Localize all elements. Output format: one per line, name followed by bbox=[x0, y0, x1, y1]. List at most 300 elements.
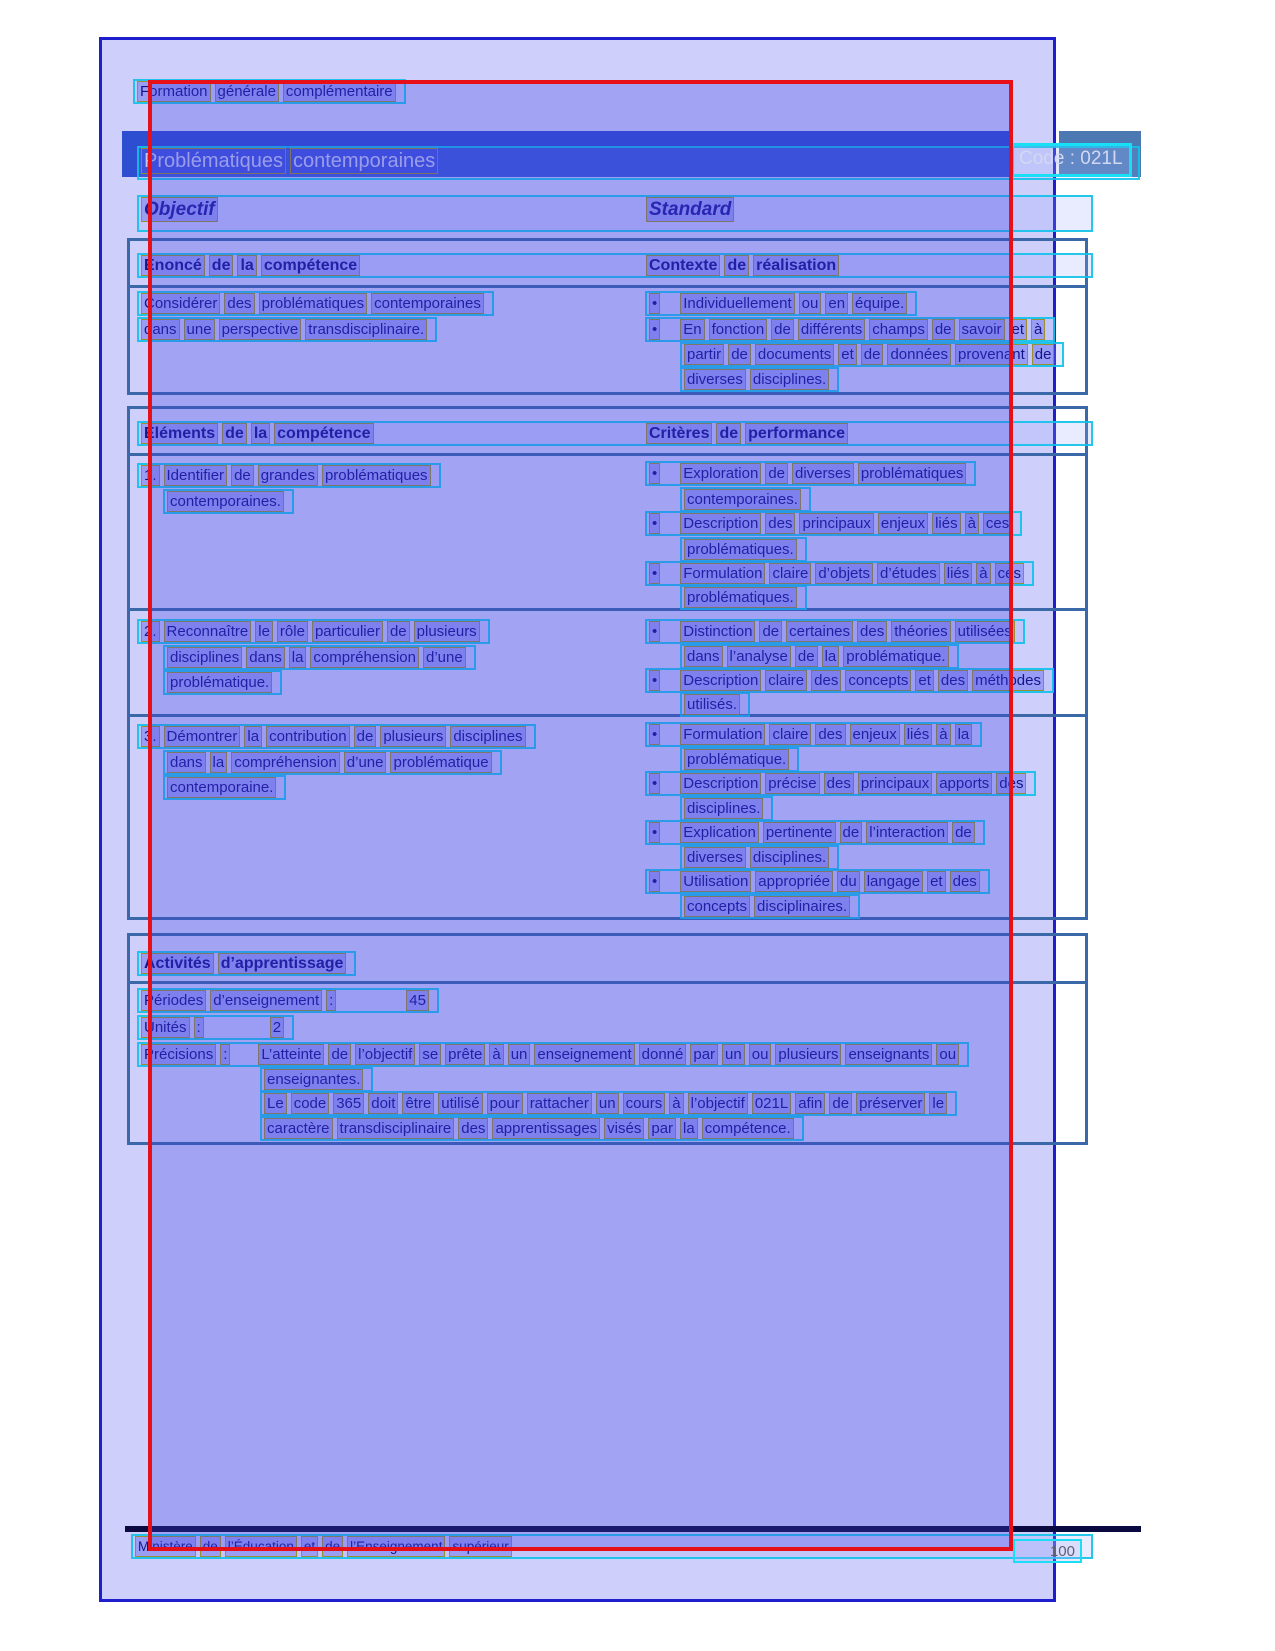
ocr-word: Activités bbox=[144, 955, 211, 972]
ocr-word: utilisés. bbox=[687, 696, 738, 713]
critere-line bbox=[645, 511, 1022, 536]
ocr-word: 3. bbox=[144, 728, 157, 745]
enonce-header bbox=[142, 257, 365, 274]
critere-text bbox=[650, 672, 1049, 689]
ocr-word: l’analyse bbox=[729, 648, 788, 665]
ocr-word: à bbox=[492, 1046, 501, 1063]
ocr-word: l’Éducation bbox=[227, 1539, 294, 1554]
critere-line bbox=[645, 668, 1054, 693]
ocr-word: de bbox=[331, 1046, 349, 1063]
ocr-word: problématiques. bbox=[687, 589, 794, 606]
ocr-word: Distinction bbox=[683, 623, 753, 640]
ocr-word: l’interaction bbox=[869, 824, 946, 841]
ocr-word: Périodes bbox=[144, 992, 204, 1009]
ocr-word: code bbox=[293, 1095, 327, 1112]
ocr-word: de bbox=[211, 257, 231, 274]
ocr-word: et bbox=[303, 1539, 316, 1554]
ocr-word: une bbox=[186, 321, 212, 338]
element-line bbox=[163, 489, 294, 514]
ocr-word: l’objectif bbox=[358, 1046, 413, 1063]
ocr-word: d’une bbox=[425, 649, 463, 666]
ocr-word: des bbox=[826, 775, 851, 792]
ocr-word: d’études bbox=[880, 565, 937, 582]
ocr-word: de bbox=[225, 425, 244, 442]
ocr-word: compréhension bbox=[234, 754, 337, 771]
ocr-word: préserver bbox=[859, 1095, 923, 1112]
ocr-word: Description bbox=[683, 515, 759, 532]
ocr-word: liés bbox=[935, 515, 958, 532]
footer-rule bbox=[125, 1526, 1141, 1532]
critere-line bbox=[680, 845, 839, 870]
critere-line bbox=[680, 585, 807, 610]
ocr-word: à bbox=[672, 1095, 681, 1112]
ocr-word: apprentissages bbox=[495, 1120, 598, 1137]
ocr-word: de bbox=[234, 467, 251, 484]
ocr-word: à bbox=[939, 726, 948, 743]
ocr-word: certaines bbox=[789, 623, 851, 640]
ocr-word: L’atteinte bbox=[261, 1046, 322, 1063]
activites-header-line bbox=[137, 951, 356, 976]
critere-text bbox=[650, 623, 1020, 640]
contexte-text bbox=[650, 295, 912, 312]
ocr-word: principaux bbox=[802, 515, 871, 532]
ocr-word: du bbox=[840, 873, 857, 890]
ocr-word: 2 bbox=[272, 1019, 282, 1036]
ocr-word: la bbox=[291, 649, 304, 666]
element-text bbox=[142, 728, 531, 745]
ocr-word: Considérer bbox=[144, 295, 218, 312]
ocr-word: Formation bbox=[140, 83, 208, 100]
ocr-word: Formulation bbox=[683, 565, 763, 582]
ocr-word: de bbox=[731, 346, 748, 363]
eyebrow-line bbox=[133, 79, 406, 104]
ocr-word: performance bbox=[748, 425, 846, 442]
ocr-word: 1. bbox=[144, 467, 157, 484]
ocr-word: de bbox=[863, 346, 881, 363]
critere-text bbox=[650, 873, 985, 890]
ocr-word: : bbox=[329, 992, 334, 1009]
ocr-word: et bbox=[841, 346, 854, 363]
critere-text bbox=[685, 589, 802, 606]
critere-line bbox=[645, 869, 990, 894]
ocr-word: contemporaines. bbox=[687, 491, 798, 508]
precisions-text bbox=[265, 1120, 799, 1137]
ocr-word: dans bbox=[687, 648, 720, 665]
ocr-word: diverses bbox=[687, 371, 743, 388]
element-text bbox=[168, 674, 277, 691]
precisions-line bbox=[260, 1067, 373, 1092]
critere-text bbox=[685, 541, 802, 558]
unites-label bbox=[142, 1019, 209, 1036]
ocr-word: rattacher bbox=[529, 1095, 589, 1112]
critere-line bbox=[645, 820, 985, 845]
ocr-word: Explication bbox=[683, 824, 756, 841]
ocr-word: diverses bbox=[795, 465, 851, 482]
ocr-word: liés bbox=[906, 726, 930, 743]
ocr-word: provenant bbox=[958, 346, 1025, 363]
ocr-word: problématique. bbox=[170, 674, 270, 691]
ocr-word: la bbox=[957, 726, 970, 743]
bullet-marker: • bbox=[652, 726, 658, 743]
ocr-word: utilisées bbox=[957, 623, 1012, 640]
ocr-word: savoir bbox=[961, 321, 1002, 338]
unites-line bbox=[137, 1015, 294, 1040]
ocr-word: supérieur bbox=[452, 1539, 509, 1554]
ocr-word: dans bbox=[144, 321, 177, 338]
critere-line bbox=[645, 619, 1025, 644]
ocr-word: claire bbox=[772, 726, 809, 743]
ocr-word: 45 bbox=[409, 992, 426, 1009]
ocr-word: de bbox=[727, 257, 747, 274]
ocr-word: de bbox=[1034, 346, 1052, 363]
ocr-word: Individuellement bbox=[683, 295, 792, 312]
ocr-word: des bbox=[768, 515, 793, 532]
ocr-word: disciplines bbox=[170, 649, 240, 666]
ocr-word: grandes bbox=[260, 467, 315, 484]
code-text: Code : 021L bbox=[1019, 148, 1123, 169]
element-text bbox=[168, 754, 497, 771]
ocr-word: la bbox=[212, 754, 225, 771]
ocr-word: d’objets bbox=[818, 565, 871, 582]
ocr-word: des bbox=[461, 1120, 486, 1137]
precisions-line bbox=[260, 1116, 804, 1141]
ocr-word: l’Enseignement bbox=[350, 1539, 443, 1554]
ocr-word: la bbox=[824, 648, 837, 665]
ocr-word: principaux bbox=[860, 775, 930, 792]
ocr-word: Démontrer bbox=[166, 728, 238, 745]
ocr-word: des bbox=[952, 873, 977, 890]
ocr-word: générale bbox=[217, 83, 276, 100]
periodes-label bbox=[142, 992, 341, 1009]
ocr-word: théories bbox=[894, 623, 948, 640]
bullet-marker: • bbox=[652, 321, 658, 338]
ocr-word: claire bbox=[772, 565, 809, 582]
critere-line bbox=[645, 461, 976, 486]
ocr-word: contemporaines bbox=[374, 295, 481, 312]
ocr-word: ces bbox=[985, 515, 1010, 532]
ocr-word: pertinente bbox=[765, 824, 833, 841]
ocr-word: et bbox=[918, 672, 931, 689]
ocr-word: champs bbox=[872, 321, 925, 338]
ocr-word: visés bbox=[607, 1120, 642, 1137]
ocr-word: compétence bbox=[263, 257, 358, 274]
critere-text bbox=[650, 515, 1017, 532]
ocr-word: partir bbox=[687, 346, 722, 363]
ocr-word: des bbox=[227, 295, 252, 312]
competence-text bbox=[142, 321, 432, 338]
element-line bbox=[137, 724, 536, 749]
ocr-word: dans bbox=[170, 754, 203, 771]
ocr-word: claire bbox=[768, 672, 805, 689]
ocr-word: de bbox=[719, 425, 739, 442]
ocr-word: Identifier bbox=[166, 467, 225, 484]
critere-line bbox=[680, 747, 799, 772]
title-line bbox=[137, 146, 1140, 180]
ocr-word: problématiques bbox=[860, 465, 964, 482]
ocr-word: Description bbox=[683, 775, 759, 792]
bullet-marker: • bbox=[652, 672, 658, 689]
ocr-word: de bbox=[762, 623, 780, 640]
bullet-marker: • bbox=[652, 565, 658, 582]
ocr-word: particulier bbox=[314, 623, 380, 640]
contexte-text bbox=[650, 321, 1050, 338]
ocr-word: Le bbox=[267, 1095, 284, 1112]
ocr-word: cours bbox=[625, 1095, 663, 1112]
elements-header bbox=[142, 425, 379, 442]
contexte-line bbox=[645, 317, 1055, 342]
ocr-word: disciplines. bbox=[687, 800, 761, 817]
ocr-word: appropriée bbox=[758, 873, 831, 890]
critere-text bbox=[685, 898, 855, 915]
ocr-word: enseignement bbox=[537, 1046, 632, 1063]
ocr-word: de bbox=[842, 824, 860, 841]
objectif-heading bbox=[142, 199, 223, 220]
ocr-word: équipe. bbox=[855, 295, 905, 312]
ocr-word: le bbox=[258, 623, 270, 640]
critere-line bbox=[680, 644, 959, 669]
critere-line bbox=[680, 537, 807, 562]
ocr-word: problématique bbox=[393, 754, 489, 771]
ocr-word: documents bbox=[757, 346, 832, 363]
code-badge bbox=[1011, 143, 1132, 177]
critere-text bbox=[685, 800, 768, 817]
critere-text bbox=[685, 491, 806, 508]
ocr-word: concepts bbox=[687, 898, 748, 915]
ocr-word: plusieurs bbox=[416, 623, 477, 640]
critere-text bbox=[650, 565, 1029, 582]
page-number bbox=[1013, 1539, 1082, 1563]
ocr-word: disciplines. bbox=[752, 849, 827, 866]
critere-text bbox=[650, 775, 1031, 792]
contexte-line bbox=[680, 342, 1064, 367]
contexte-text bbox=[685, 371, 834, 388]
ocr-word: et bbox=[1011, 321, 1025, 338]
ocr-word: à bbox=[967, 515, 976, 532]
ocr-word: concepts bbox=[848, 672, 909, 689]
ocr-word: données bbox=[890, 346, 949, 363]
ocr-word: Problématiques bbox=[144, 150, 283, 172]
critere-text bbox=[650, 465, 971, 482]
critere-text bbox=[685, 751, 794, 768]
ocr-word: compétence bbox=[277, 425, 371, 442]
ocr-word: problématiques bbox=[324, 467, 428, 484]
critere-text bbox=[685, 849, 834, 866]
ocr-word: la bbox=[683, 1120, 695, 1137]
standard-heading bbox=[647, 198, 739, 221]
ocr-word: d’apprentissage bbox=[220, 955, 344, 972]
criteres-header bbox=[647, 424, 853, 443]
ocr-word: de bbox=[797, 648, 815, 665]
ocr-word: disciplines. bbox=[752, 371, 827, 388]
ocr-word: ou bbox=[939, 1046, 957, 1063]
periodes-value bbox=[407, 992, 434, 1009]
ocr-word: caractère bbox=[267, 1120, 330, 1137]
elements-header-line bbox=[137, 421, 1093, 446]
ocr-word: pour bbox=[489, 1095, 520, 1112]
element-line bbox=[163, 750, 502, 775]
ocr-word: langage bbox=[866, 873, 921, 890]
ocr-word: à bbox=[979, 565, 988, 582]
critere-text bbox=[650, 726, 977, 743]
ocr-word: compréhension bbox=[313, 649, 416, 666]
ocr-word: donné bbox=[641, 1046, 684, 1063]
ocr-word: Précisions bbox=[144, 1046, 214, 1063]
ocr-word: la bbox=[240, 257, 254, 274]
precisions-text bbox=[259, 1046, 964, 1063]
ocr-word: Contexte bbox=[649, 257, 718, 274]
element-text bbox=[142, 467, 436, 484]
section-heading-line bbox=[137, 195, 1093, 232]
critere-text bbox=[685, 696, 745, 713]
bullet-marker: • bbox=[652, 295, 658, 312]
ocr-word: de bbox=[389, 623, 407, 640]
ocr-word: complémentaire bbox=[285, 83, 393, 100]
ocr-word: un bbox=[598, 1095, 616, 1112]
ocr-word: 365 bbox=[336, 1095, 362, 1112]
ocr-word: de bbox=[955, 824, 972, 841]
ocr-word: des bbox=[860, 623, 885, 640]
ocr-word: un bbox=[510, 1046, 528, 1063]
eyebrow-text bbox=[138, 83, 401, 100]
ocr-word: Standard bbox=[649, 199, 732, 220]
critere-line bbox=[680, 487, 811, 512]
contexte-line bbox=[680, 367, 839, 392]
bullet-marker: • bbox=[652, 824, 658, 841]
ocr-word: des bbox=[940, 672, 966, 689]
ocr-word: Utilisation bbox=[683, 873, 749, 890]
footer-line bbox=[131, 1534, 1093, 1559]
ocr-word: l’objectif bbox=[690, 1095, 745, 1112]
element-line bbox=[163, 775, 286, 800]
ocr-word: enjeux bbox=[852, 726, 897, 743]
critere-line bbox=[680, 796, 773, 821]
ocr-word: de bbox=[832, 1095, 850, 1112]
precisions-text bbox=[265, 1071, 368, 1088]
ocr-word: de bbox=[934, 321, 952, 338]
ocr-word: disciplines bbox=[453, 728, 523, 745]
critere-line bbox=[680, 894, 860, 919]
ocr-word: la bbox=[247, 728, 260, 745]
ocr-word: un bbox=[725, 1046, 742, 1063]
ocr-word: contemporaines bbox=[292, 150, 436, 172]
ocr-word: se bbox=[422, 1046, 439, 1063]
ocr-word: réalisation bbox=[756, 257, 837, 274]
ocr-word: 021L bbox=[754, 1095, 789, 1112]
ocr-word: Critères bbox=[649, 425, 710, 442]
ocr-word: transdisciplinaire. bbox=[308, 321, 425, 338]
ocr-word: d’enseignement bbox=[213, 992, 320, 1009]
table-row-divider bbox=[130, 714, 1085, 717]
element-text bbox=[142, 623, 485, 640]
ocr-word: de bbox=[325, 1539, 341, 1554]
bullet-marker: • bbox=[652, 465, 658, 482]
bullet-marker: • bbox=[652, 623, 658, 640]
ocr-word: de bbox=[356, 728, 374, 745]
ocr-word: contemporaines. bbox=[170, 493, 281, 510]
ocr-word: Unités bbox=[144, 1019, 187, 1036]
element-text bbox=[168, 779, 281, 796]
ocr-word: de bbox=[202, 1539, 218, 1554]
ocr-word: à bbox=[1034, 321, 1043, 338]
ocr-word: ou bbox=[801, 295, 819, 312]
critere-text bbox=[650, 824, 980, 841]
document-title bbox=[142, 150, 443, 172]
ocr-word: enseignantes. bbox=[267, 1071, 361, 1088]
contexte-header bbox=[647, 256, 844, 275]
ocr-word: prête bbox=[448, 1046, 483, 1063]
element-line bbox=[137, 619, 490, 644]
ocr-word: différents bbox=[800, 321, 863, 338]
table-row-divider bbox=[130, 981, 1085, 984]
ocr-word: plusieurs bbox=[778, 1046, 839, 1063]
table-row-divider bbox=[130, 608, 1085, 611]
competence-text bbox=[142, 295, 489, 312]
ocr-word: Énoncé bbox=[144, 257, 202, 274]
ministry-name bbox=[136, 1539, 517, 1554]
ocr-word: d’une bbox=[346, 754, 384, 771]
periodes-line bbox=[137, 988, 439, 1013]
ocr-word: doit bbox=[371, 1095, 396, 1112]
precisions-label bbox=[142, 1046, 235, 1063]
ocr-word: problématiques bbox=[261, 295, 365, 312]
ocr-word: utilisé bbox=[441, 1095, 480, 1112]
activites-header bbox=[142, 955, 351, 972]
ocr-word: dans bbox=[249, 649, 282, 666]
ocr-word: plusieurs bbox=[383, 728, 444, 745]
ocr-word: apports bbox=[939, 775, 990, 792]
critere-line bbox=[645, 722, 982, 747]
competence-line bbox=[137, 317, 437, 342]
ocr-word: la bbox=[253, 425, 268, 442]
ocr-word: contribution bbox=[269, 728, 347, 745]
ocr-word: diverses bbox=[687, 849, 743, 866]
ocr-word: Exploration bbox=[683, 465, 759, 482]
ocr-word: Objectif bbox=[144, 199, 215, 220]
ocr-word: problématique. bbox=[846, 648, 946, 665]
ocr-word: compétence. bbox=[704, 1120, 791, 1137]
ocr-word: méthodes bbox=[975, 672, 1041, 689]
critere-line bbox=[680, 692, 750, 717]
ocr-word: le bbox=[932, 1095, 945, 1112]
precisions-text bbox=[265, 1095, 952, 1112]
ocr-word: Ministère bbox=[138, 1539, 193, 1554]
element-line bbox=[163, 645, 476, 670]
ocr-word: perspective bbox=[221, 321, 299, 338]
precisions-line bbox=[260, 1091, 957, 1116]
ocr-word: ces bbox=[997, 565, 1021, 582]
ocr-word: : bbox=[223, 1046, 228, 1063]
table-row-divider bbox=[130, 285, 1085, 288]
ocr-word: problématique. bbox=[687, 751, 787, 768]
ocr-word: transdisciplinaire bbox=[339, 1120, 452, 1137]
ocr-word: disciplinaires. bbox=[757, 898, 848, 915]
ocr-word: des bbox=[999, 775, 1024, 792]
ocr-word: ou bbox=[751, 1046, 769, 1063]
element-text bbox=[168, 649, 471, 666]
ocr-word: et bbox=[930, 873, 943, 890]
ocr-word: en bbox=[828, 295, 846, 312]
ocr-word: Description bbox=[683, 672, 759, 689]
ocr-word: rôle bbox=[279, 623, 305, 640]
ocr-word: Reconnaître bbox=[166, 623, 249, 640]
bullet-marker: • bbox=[652, 775, 658, 792]
ocr-word: problématiques. bbox=[687, 541, 794, 558]
enonce-header-line bbox=[137, 253, 1093, 278]
ocr-word: 2. bbox=[144, 623, 157, 640]
ocr-word: des bbox=[818, 726, 843, 743]
page-number-text: 100 bbox=[1049, 1543, 1075, 1560]
ocr-word: des bbox=[814, 672, 839, 689]
